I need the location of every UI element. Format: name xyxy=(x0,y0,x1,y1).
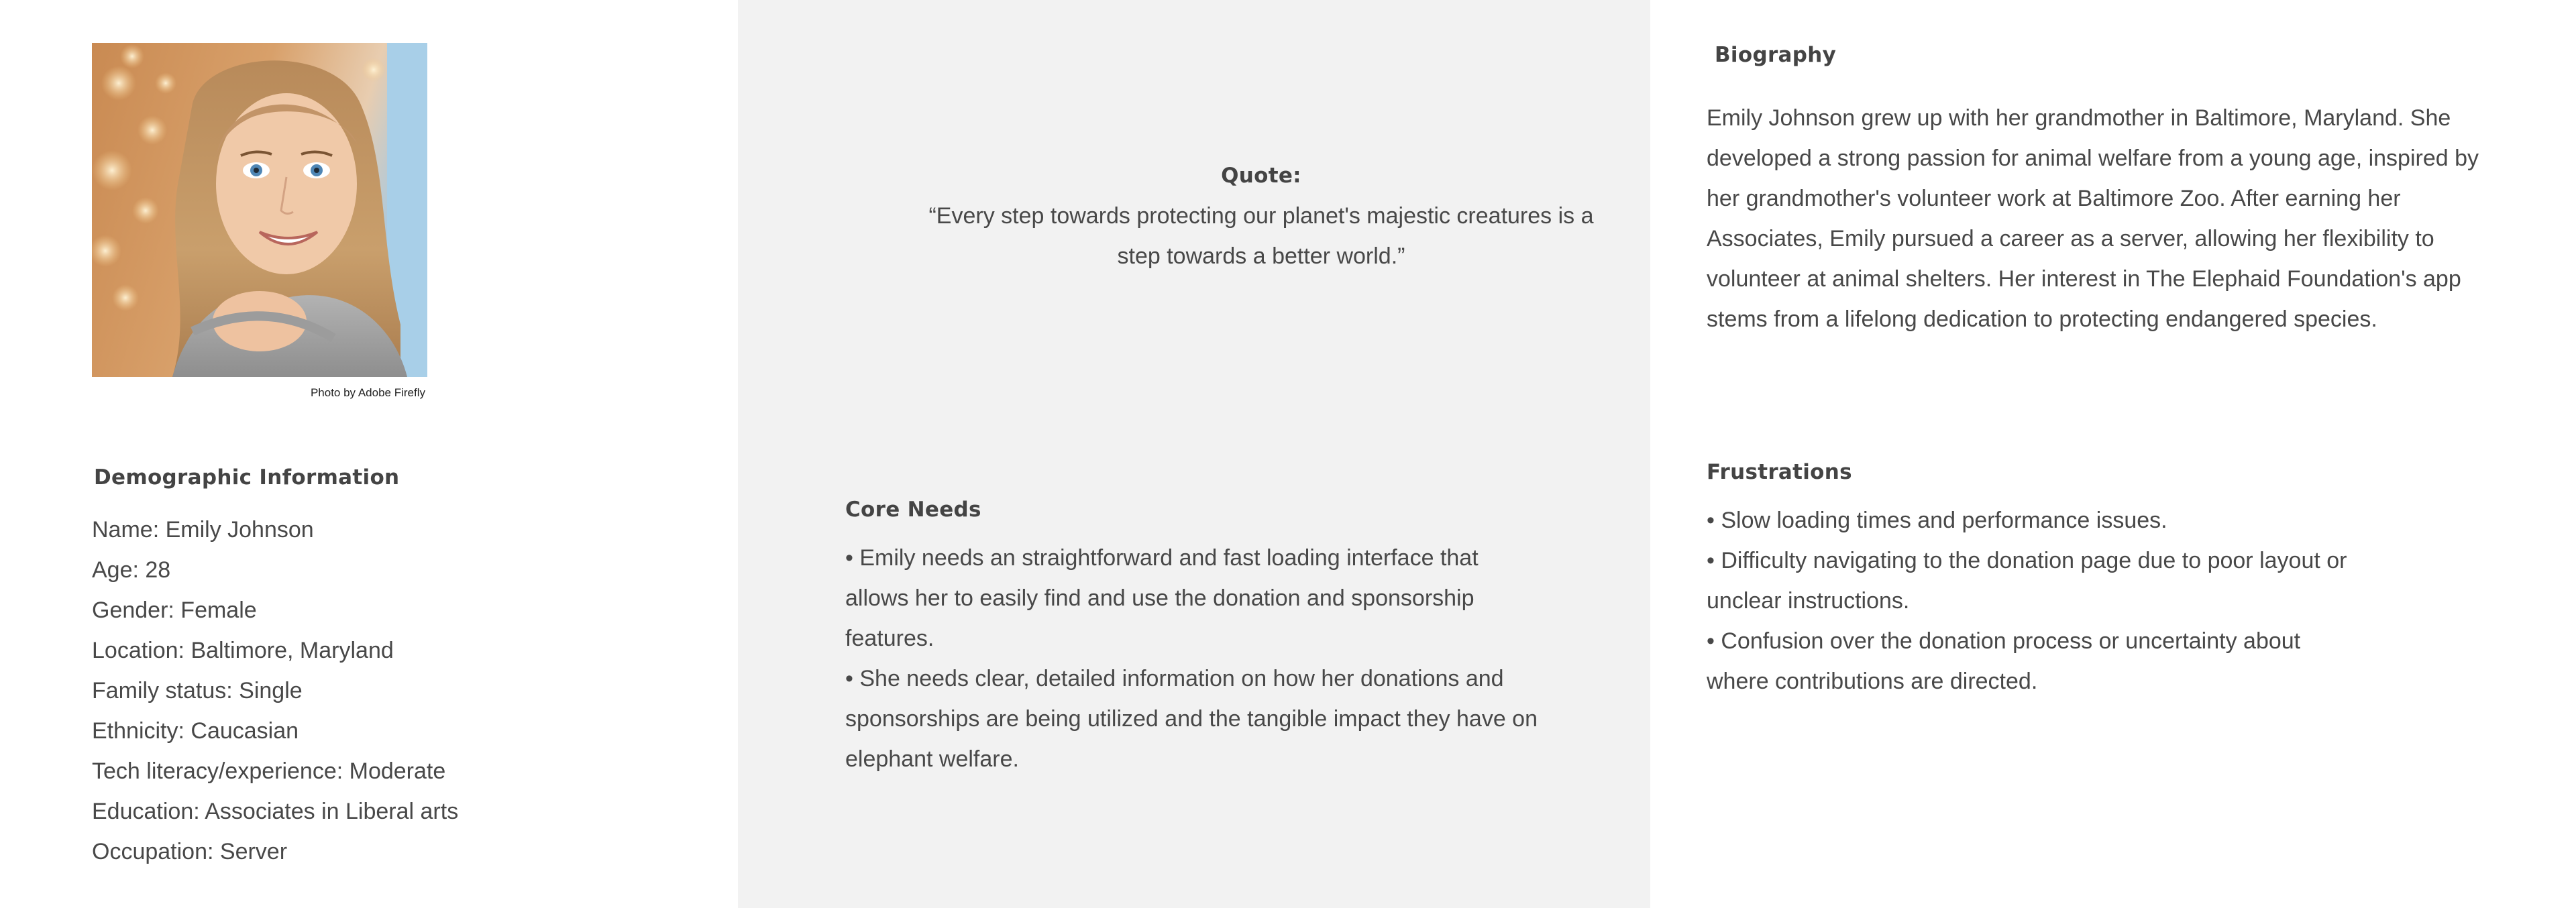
demographic-item: Tech literacy/experience: Moderate xyxy=(92,758,446,784)
core-needs-heading: Core Needs xyxy=(845,498,981,522)
demographic-list xyxy=(92,510,458,872)
profile-column xyxy=(0,0,738,908)
demographic-item: Location: Baltimore, Maryland xyxy=(92,638,394,663)
demographic-heading: Demographic Information xyxy=(94,465,400,490)
demographic-item: Education: Associates in Liberal arts xyxy=(92,799,459,824)
quote-block xyxy=(906,156,1617,276)
biography-heading: Biography xyxy=(1715,43,1837,67)
persona-photo xyxy=(92,43,427,377)
needs-column xyxy=(738,0,1650,908)
core-needs-list xyxy=(845,538,1543,779)
frustration-item: • Difficulty navigating to the donation page due to poor layout or unclear instructions. xyxy=(1707,541,2351,621)
frustrations-heading: Frustrations xyxy=(1707,460,1852,484)
demographic-item: Name: Emily Johnson xyxy=(92,517,314,543)
photo-credit: Photo by Adobe Firefly xyxy=(310,386,425,399)
core-need-item: • She needs clear, detailed information on how her donations and sponsorships are being utilized and the tangible impact they have on elephant welfare. xyxy=(845,659,1543,779)
demographic-item: Gender: Female xyxy=(92,598,257,623)
quote-heading: Quote: xyxy=(1221,164,1301,188)
frustrations-list xyxy=(1707,500,2351,701)
core-need-item: • Emily needs an straightforward and fast loading interface that allows her to easily find and use the donation and sponsorship features. xyxy=(845,538,1543,659)
demographic-item: Age: 28 xyxy=(92,557,171,583)
quote-text: “Every step towards protecting our planet's majestic creatures is a step towards a better world.” xyxy=(928,203,1594,269)
story-column xyxy=(1650,0,2576,908)
biography-text: Emily Johnson grew up with her grandmother in Baltimore, Maryland. She developed a strong passion for animal welfare from a young age, inspired by her grandmother's volunteer work at Baltimore Zoo. After earning her Associates, Emily pursued a career as a server, allowing her flexibility to volunteer at animal shelters. Her interest in The Elephaid Foundation's app stems from a lifelong dedication to protecting endangered species. xyxy=(1707,105,2479,332)
frustration-item: • Slow loading times and performance issues. xyxy=(1707,500,2351,541)
frustration-item: • Confusion over the donation process or uncertainty about where contributions are directed. xyxy=(1707,621,2351,701)
demographic-item: Ethnicity: Caucasian xyxy=(92,718,299,744)
demographic-item: Occupation: Server xyxy=(92,839,288,864)
demographic-item: Family status: Single xyxy=(92,678,303,703)
